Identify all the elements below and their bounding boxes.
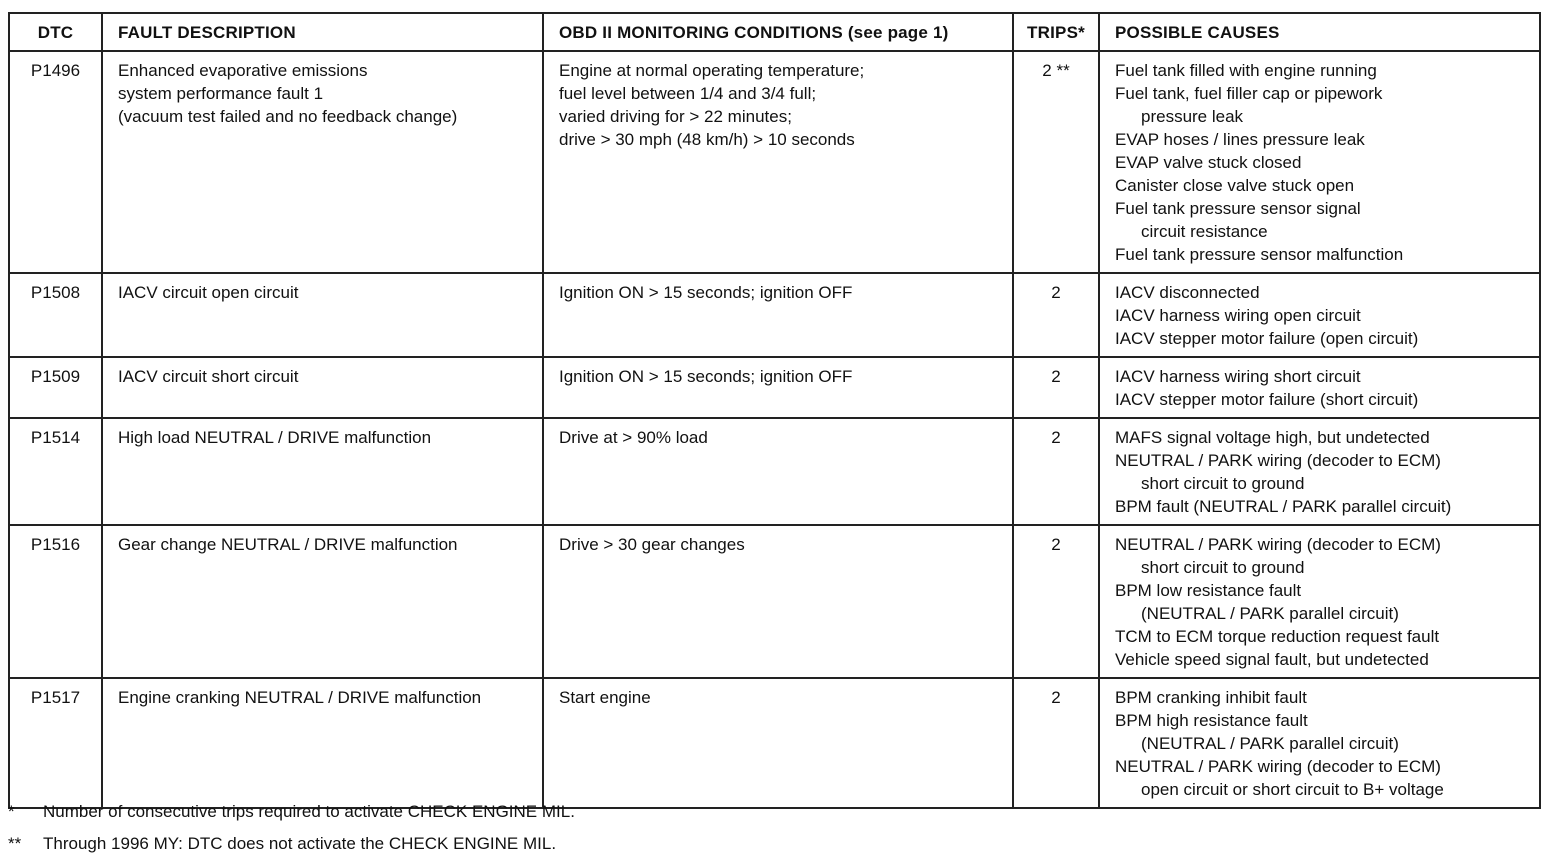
table-row xyxy=(9,418,1540,525)
fault-description-line: Engine cranking NEUTRAL / DRIVE malfunction xyxy=(118,688,482,707)
possible-cause-line: Fuel tank filled with engine running xyxy=(1115,61,1377,80)
possible-cause-line: short circuit to ground xyxy=(1141,558,1305,577)
fault-description-line: system performance fault 1 xyxy=(118,84,324,103)
footnote xyxy=(8,832,1548,864)
dtc-code: P1509 xyxy=(9,357,102,418)
dtc-code: P1517 xyxy=(9,678,102,808)
dtc-table xyxy=(8,12,1541,809)
footnote-marker: ** xyxy=(8,834,22,853)
possible-cause-line: BPM fault (NEUTRAL / PARK parallel circuit) xyxy=(1115,497,1452,516)
possible-causes xyxy=(1099,525,1540,678)
fault-description-line: (vacuum test failed and no feedback change) xyxy=(118,107,458,126)
possible-cause-line: (NEUTRAL / PARK parallel circuit) xyxy=(1141,734,1399,753)
fault-description xyxy=(102,357,543,418)
table-row xyxy=(9,51,1540,273)
possible-causes xyxy=(1099,51,1540,273)
monitoring-condition-line: Ignition ON > 15 seconds; ignition OFF xyxy=(559,283,853,302)
possible-cause-line: Fuel tank pressure sensor malfunction xyxy=(1115,245,1404,264)
possible-cause-line: IACV stepper motor failure (open circuit) xyxy=(1115,329,1419,348)
fault-description xyxy=(102,418,543,525)
table-header-row xyxy=(9,13,1540,51)
possible-cause-line: circuit resistance xyxy=(1141,222,1268,241)
monitoring-condition-line: Start engine xyxy=(559,688,651,707)
table-row xyxy=(9,678,1540,808)
fault-description-line: Gear change NEUTRAL / DRIVE malfunction xyxy=(118,535,458,554)
dtc-code: P1514 xyxy=(9,418,102,525)
footnote-text: Number of consecutive trips required to activate CHECK ENGINE MIL. xyxy=(43,802,575,821)
possible-causes xyxy=(1099,418,1540,525)
monitoring-conditions xyxy=(543,357,1013,418)
possible-cause-line: EVAP hoses / lines pressure leak xyxy=(1115,130,1365,149)
possible-cause-line: NEUTRAL / PARK wiring (decoder to ECM) xyxy=(1115,535,1441,554)
possible-cause-line: IACV harness wiring open circuit xyxy=(1115,306,1361,325)
header-monitoring-conditions: OBD II MONITORING CONDITIONS (see page 1) xyxy=(543,13,1013,51)
possible-cause-line: NEUTRAL / PARK wiring (decoder to ECM) xyxy=(1115,451,1441,470)
possible-cause-line: BPM high resistance fault xyxy=(1115,711,1308,730)
possible-causes xyxy=(1099,357,1540,418)
possible-cause-line: BPM low resistance fault xyxy=(1115,581,1302,600)
trips-count: 2 xyxy=(1013,418,1099,525)
monitoring-condition-line: drive > 30 mph (48 km/h) > 10 seconds xyxy=(559,130,855,149)
monitoring-conditions xyxy=(543,418,1013,525)
table-body xyxy=(9,51,1540,808)
trips-count: 2 ** xyxy=(1013,51,1099,273)
fault-description xyxy=(102,51,543,273)
header-dtc: DTC xyxy=(9,13,102,51)
fault-description-line: IACV circuit short circuit xyxy=(118,367,299,386)
table-row xyxy=(9,357,1540,418)
table-row xyxy=(9,273,1540,357)
trips-count: 2 xyxy=(1013,525,1099,678)
possible-cause-line: open circuit or short circuit to B+ voltage xyxy=(1141,780,1444,799)
trips-count: 2 xyxy=(1013,678,1099,808)
possible-cause-line: NEUTRAL / PARK wiring (decoder to ECM) xyxy=(1115,757,1441,776)
possible-cause-line: pressure leak xyxy=(1141,107,1244,126)
possible-cause-line: Vehicle speed signal fault, but undetected xyxy=(1115,650,1429,669)
footnote-marker: * xyxy=(8,802,15,821)
monitoring-conditions xyxy=(543,51,1013,273)
fault-description xyxy=(102,678,543,808)
monitoring-condition-line: fuel level between 1/4 and 3/4 full; xyxy=(559,84,817,103)
trips-count: 2 xyxy=(1013,273,1099,357)
dtc-code: P1516 xyxy=(9,525,102,678)
possible-cause-line: BPM cranking inhibit fault xyxy=(1115,688,1307,707)
possible-cause-line: IACV stepper motor failure (short circuit) xyxy=(1115,390,1419,409)
monitoring-condition-line: Drive at > 90% load xyxy=(559,428,708,447)
monitoring-condition-line: Ignition ON > 15 seconds; ignition OFF xyxy=(559,367,853,386)
fault-description-line: High load NEUTRAL / DRIVE malfunction xyxy=(118,428,432,447)
header-possible-causes: POSSIBLE CAUSES xyxy=(1099,13,1540,51)
trips-count: 2 xyxy=(1013,357,1099,418)
header-trips: TRIPS* xyxy=(1013,13,1099,51)
possible-causes xyxy=(1099,678,1540,808)
fault-description-line: IACV circuit open circuit xyxy=(118,283,299,302)
possible-cause-line: MAFS signal voltage high, but undetected xyxy=(1115,428,1430,447)
fault-description xyxy=(102,525,543,678)
monitoring-condition-line: Engine at normal operating temperature; xyxy=(559,61,865,80)
possible-cause-line: (NEUTRAL / PARK parallel circuit) xyxy=(1141,604,1399,623)
possible-cause-line: Fuel tank pressure sensor signal xyxy=(1115,199,1361,218)
dtc-code: P1508 xyxy=(9,273,102,357)
monitoring-conditions xyxy=(543,273,1013,357)
footnote xyxy=(8,800,1548,832)
possible-cause-line: EVAP valve stuck closed xyxy=(1115,153,1302,172)
possible-cause-line: short circuit to ground xyxy=(1141,474,1305,493)
footnote-text: Through 1996 MY: DTC does not activate the CHECK ENGINE MIL. xyxy=(43,834,557,853)
monitoring-condition-line: Drive > 30 gear changes xyxy=(559,535,745,554)
footnotes xyxy=(8,800,1548,864)
fault-description xyxy=(102,273,543,357)
monitoring-conditions xyxy=(543,525,1013,678)
fault-description-line: Enhanced evaporative emissions xyxy=(118,61,368,80)
dtc-code: P1496 xyxy=(9,51,102,273)
possible-cause-line: Canister close valve stuck open xyxy=(1115,176,1355,195)
header-fault-description: FAULT DESCRIPTION xyxy=(102,13,543,51)
possible-cause-line: TCM to ECM torque reduction request fault xyxy=(1115,627,1440,646)
possible-cause-line: Fuel tank, fuel filler cap or pipework xyxy=(1115,84,1383,103)
possible-cause-line: IACV harness wiring short circuit xyxy=(1115,367,1361,386)
monitoring-condition-line: varied driving for > 22 minutes; xyxy=(559,107,792,126)
possible-causes xyxy=(1099,273,1540,357)
possible-cause-line: IACV disconnected xyxy=(1115,283,1260,302)
table-row xyxy=(9,525,1540,678)
dtc-document xyxy=(8,12,1539,810)
monitoring-conditions xyxy=(543,678,1013,808)
